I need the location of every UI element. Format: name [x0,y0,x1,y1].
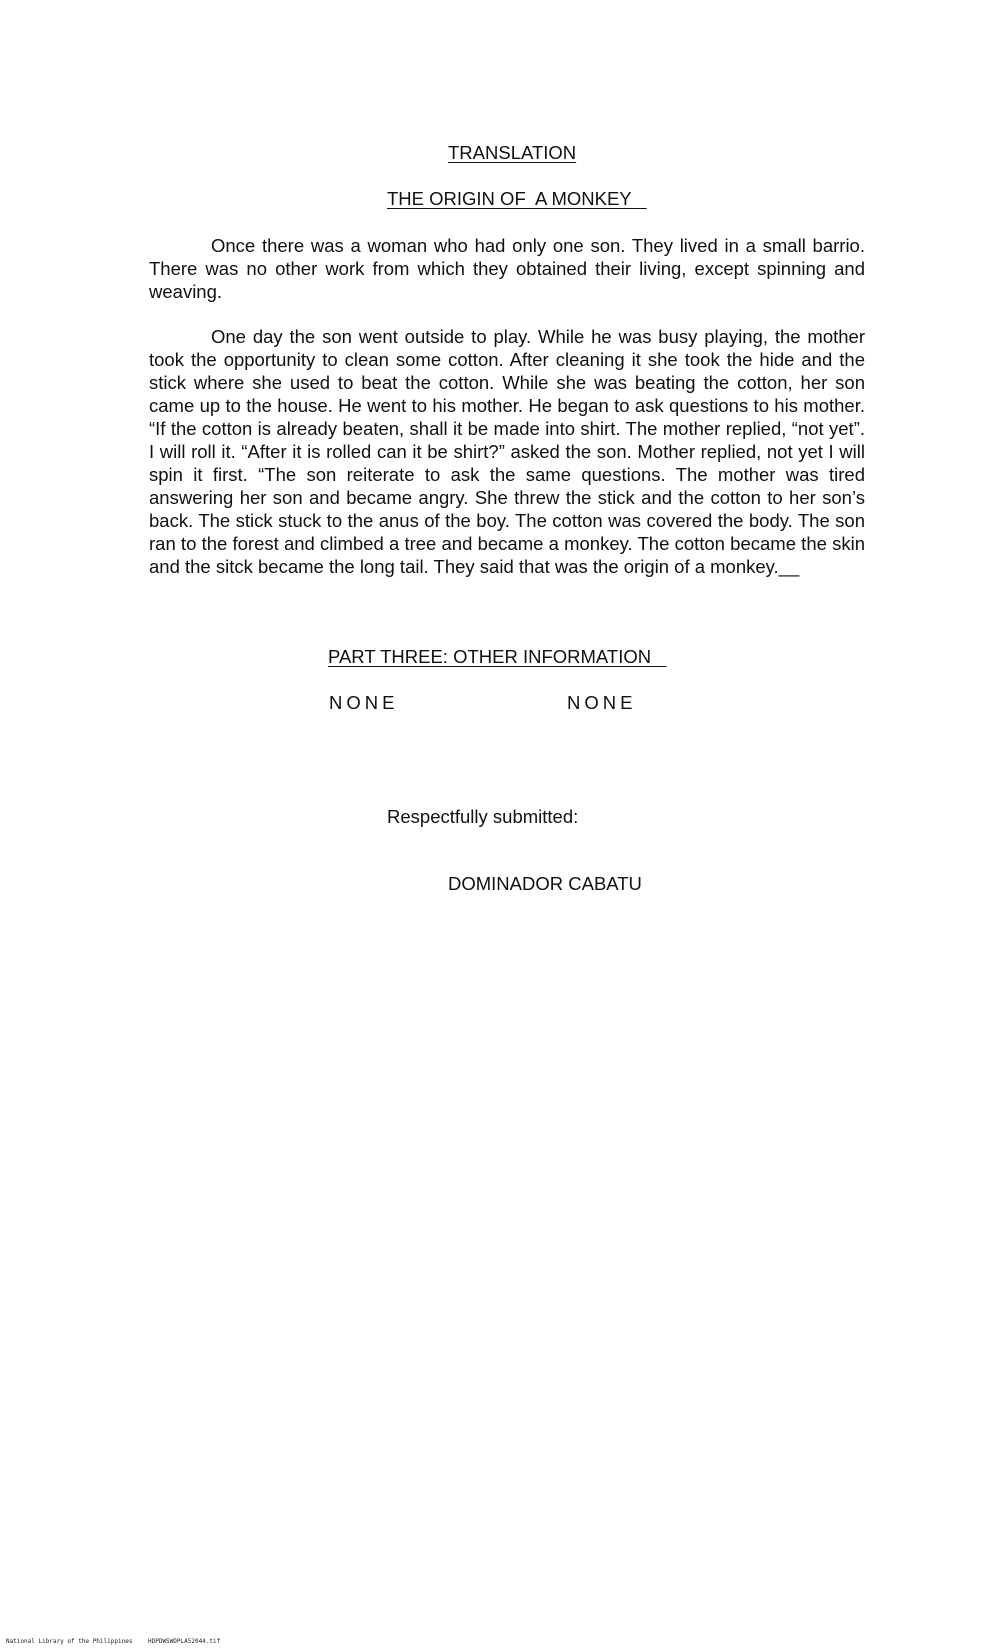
story-title: THE ORIGIN OF A MONKEY [387,188,647,209]
part-three-heading: PART THREE: OTHER INFORMATION [328,646,667,667]
story-paragraph-2: One day the son went outside to play. While he was busy playing, the mother took the opportunity to clean some cotton. After cleaning it she took the hide and the stick where she used to beat the cotton. While she was beating the cotton, her son came up to the house. He went to his mother. He began to ask questions to his mother. “If the cotton is already beaten, shall it be made into shirt. The mother replied, “not yet”. I will roll it. “After it is rolled can it be shirt?” asked the son. Mother replied, not yet I will spin it first. “The son reiterate to ask the same questions. The mother was tired answering her son and became angry. She threw the stick and the cotton to her son’s back. The stick stuck to the anus of the boy. The cotton was covered the body. The son ran to the forest and climbed a tree and became a monkey. The cotton became the skin and the sitck became the long tail. They said that was the origin of a monkey.__ [149,326,865,577]
none-label-right: NONE [567,692,637,713]
footer-library-label: National Library of the Philippines [6,1638,133,1645]
none-label-left: NONE [329,692,399,713]
footer-file-name: HDPDWSWDPLA52044.tif [148,1638,221,1645]
signatory-name: DOMINADOR CABATU [448,873,642,894]
closing-text: Respectfully submitted: [387,806,579,827]
story-paragraph-1: Once there was a woman who had only one son. They lived in a small barrio. There was no other work from which they obtained their living, except spinning and weaving. [149,235,865,302]
translation-heading: TRANSLATION [448,142,577,163]
